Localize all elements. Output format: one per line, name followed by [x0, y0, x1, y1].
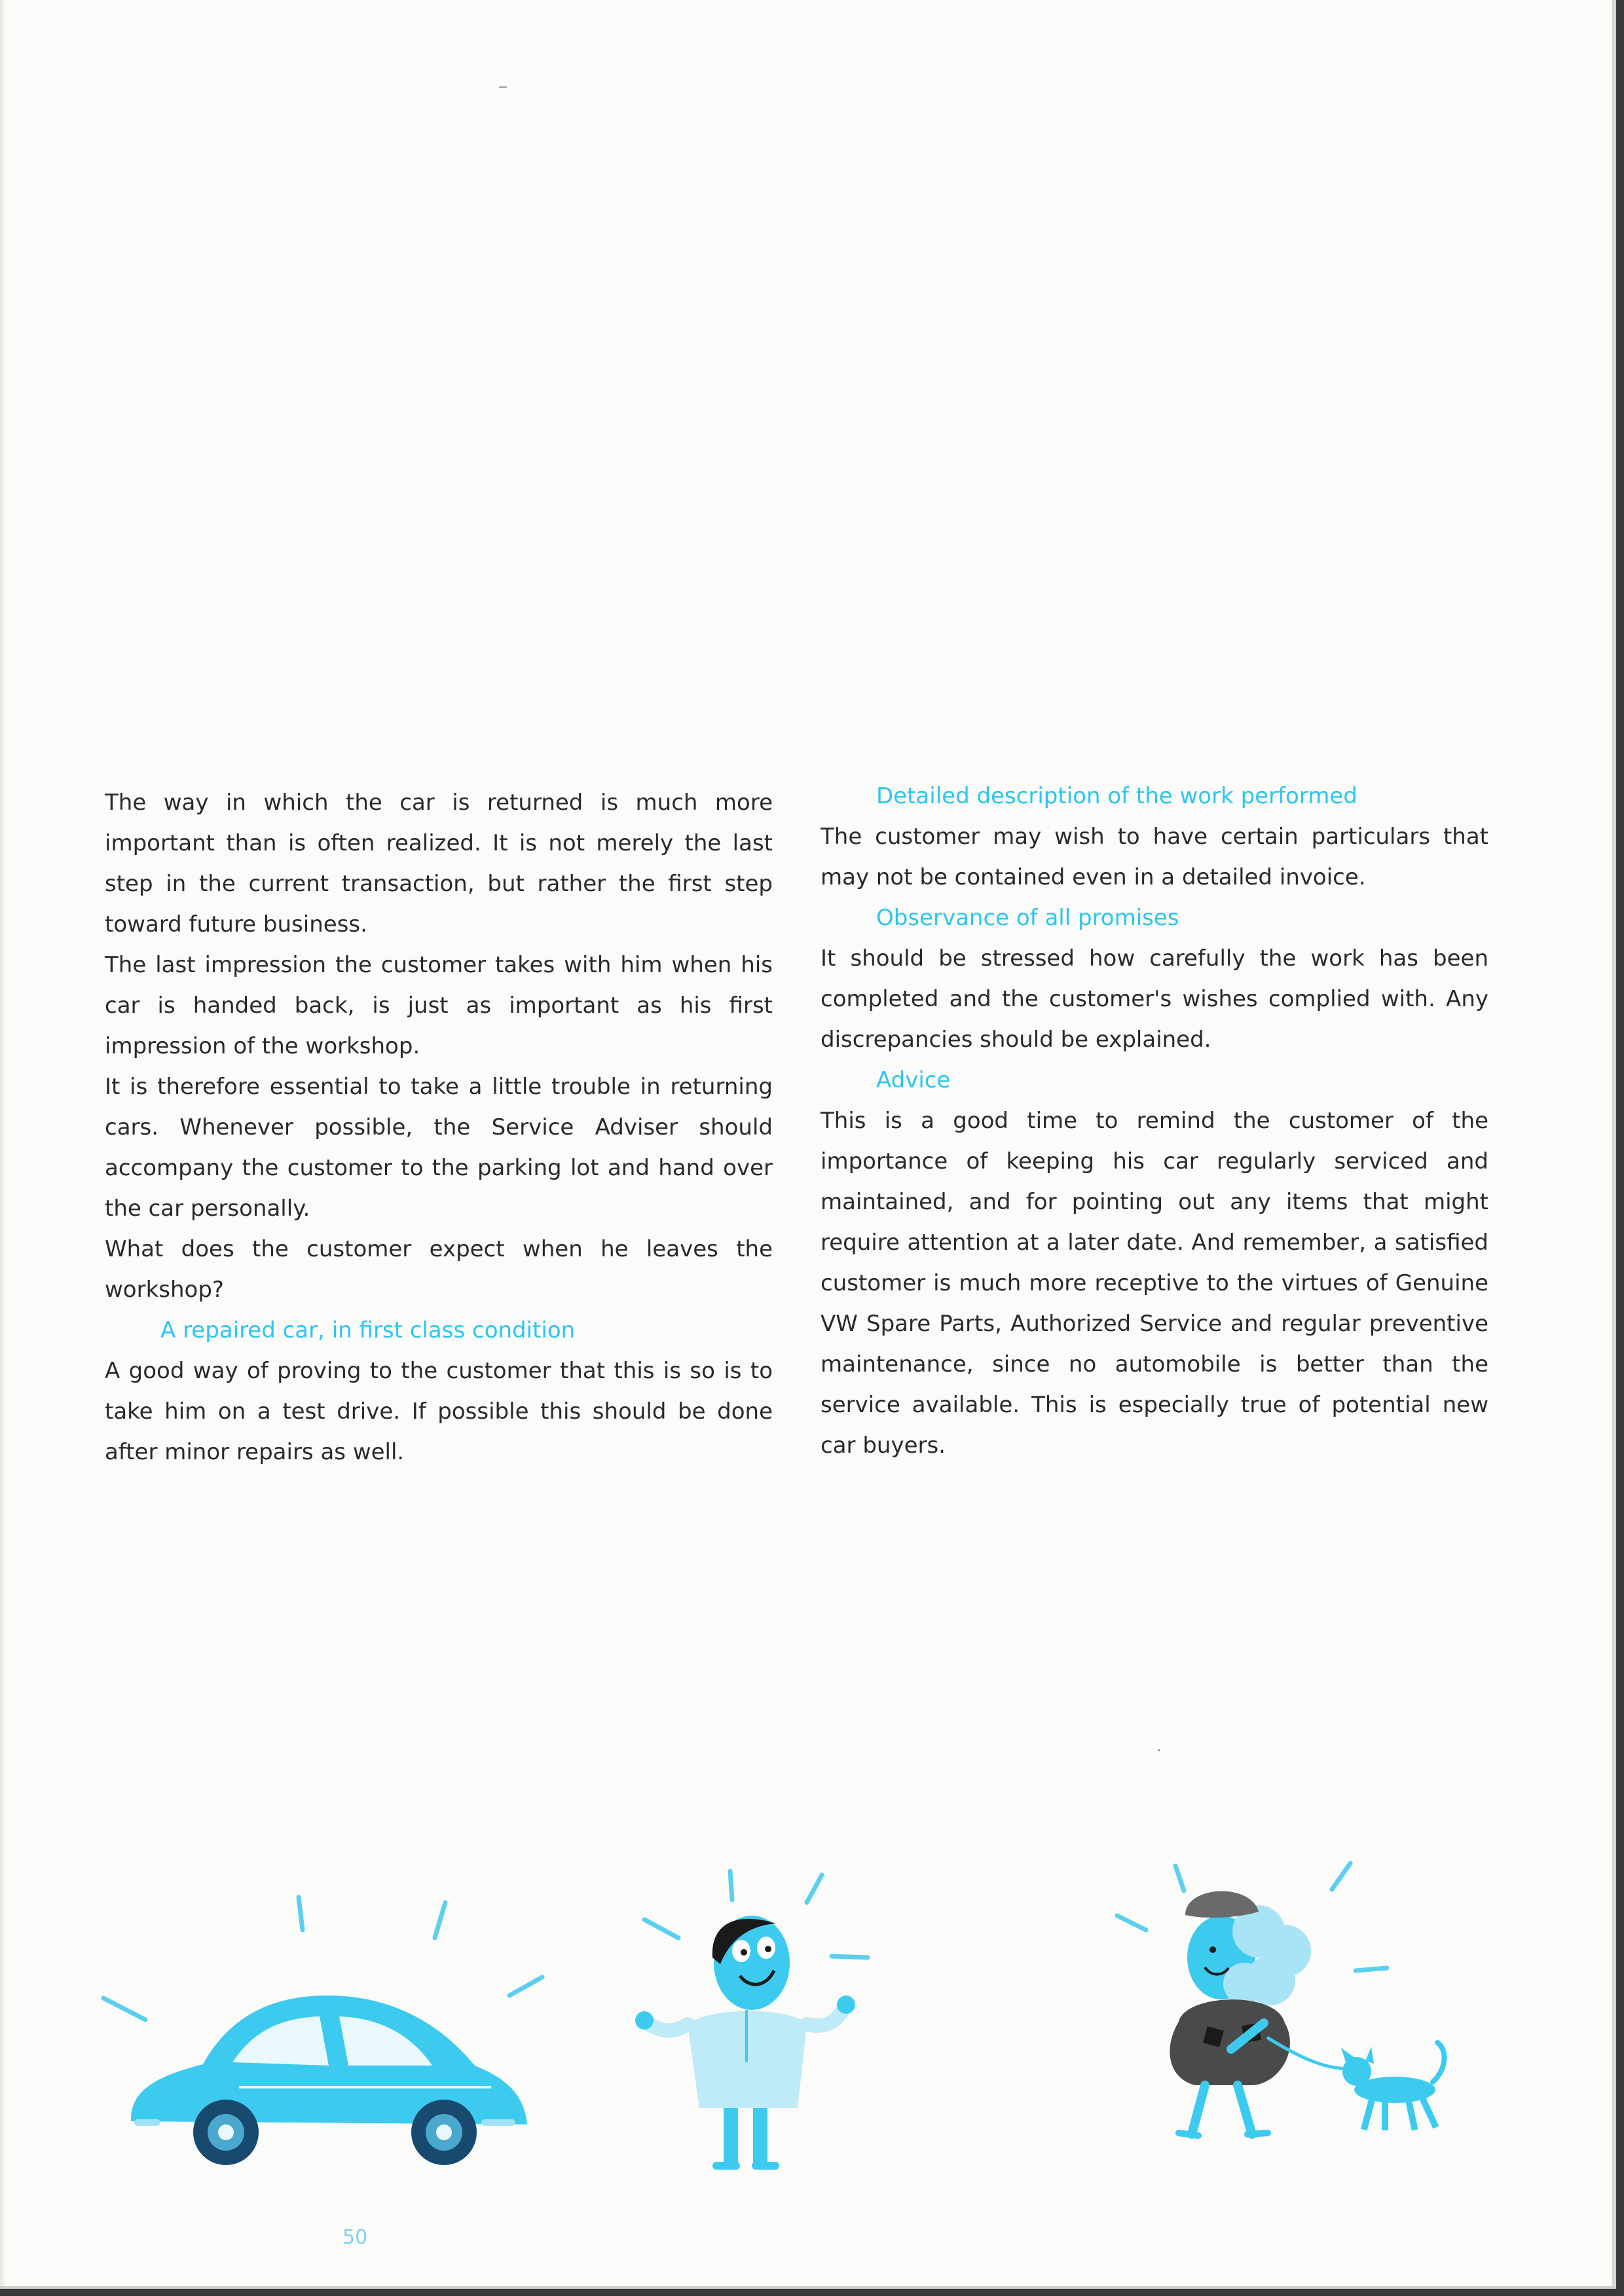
- woman-with-dog-illustration: [1107, 1853, 1473, 2180]
- section-heading: Observance of all promises: [876, 905, 1179, 931]
- right-column: [821, 782, 1488, 1466]
- woman-hat: [1185, 1891, 1259, 1918]
- car-body: [131, 1995, 527, 2124]
- section-heading: Detailed description of the work performed: [876, 783, 1357, 809]
- paragraph: This is a good time to remind the customer of the importance of keeping his car regularly serviced and maintained, and for pointing out any items that might require attention at a later date. And remember, a satisfied customer is much more receptive to the virtues of Genuine VW Spare Parts, Authorized Service and regular preventive maintenance, since no automobile is better than the service available. This is especially true of potential new car buyers.: [821, 1108, 1488, 1459]
- print-speck: [499, 86, 507, 88]
- paragraph: The customer may wish to have certain particulars that may not be contained even in a detailed invoice.: [821, 824, 1488, 890]
- paragraph: It should be stressed how carefully the work has been completed and the customer's wishes complied with. Any discrepancies should be explained.: [821, 945, 1488, 1053]
- section-heading: A repaired car, in first class condition: [160, 1317, 576, 1343]
- paragraph: It is therefore essential to take a little trouble in returning cars. Whenever possible, the Service Adviser should accompany the customer to the parking lot and hand over the car personally.: [105, 1074, 773, 1222]
- paragraph: The last impression the customer takes with him when his car is handed back, is just as important as his first impression of the workshop.: [105, 952, 773, 1059]
- print-speck: [1158, 1749, 1160, 1751]
- page-edge: [0, 0, 7, 2286]
- woman-fur-coat: [1170, 1999, 1290, 2085]
- paragraph: A good way of proving to the customer that this is so is to take him on a test drive. If possible this should be done after minor repairs as well.: [105, 1358, 773, 1465]
- section-heading: Advice: [876, 1067, 951, 1093]
- paragraph: The way in which the car is returned is much more important than is often realized. It is not merely the last step in the current transaction, but rather the first step toward future business.: [105, 790, 773, 938]
- service-adviser-illustration: [635, 1859, 884, 2174]
- page-number: 50: [342, 2226, 368, 2249]
- dog: [1341, 2047, 1439, 2130]
- paragraph: What does the customer expect when he leaves the workshop?: [105, 1236, 773, 1303]
- vw-beetle-illustration: [98, 1879, 609, 2180]
- left-column: [105, 782, 773, 1472]
